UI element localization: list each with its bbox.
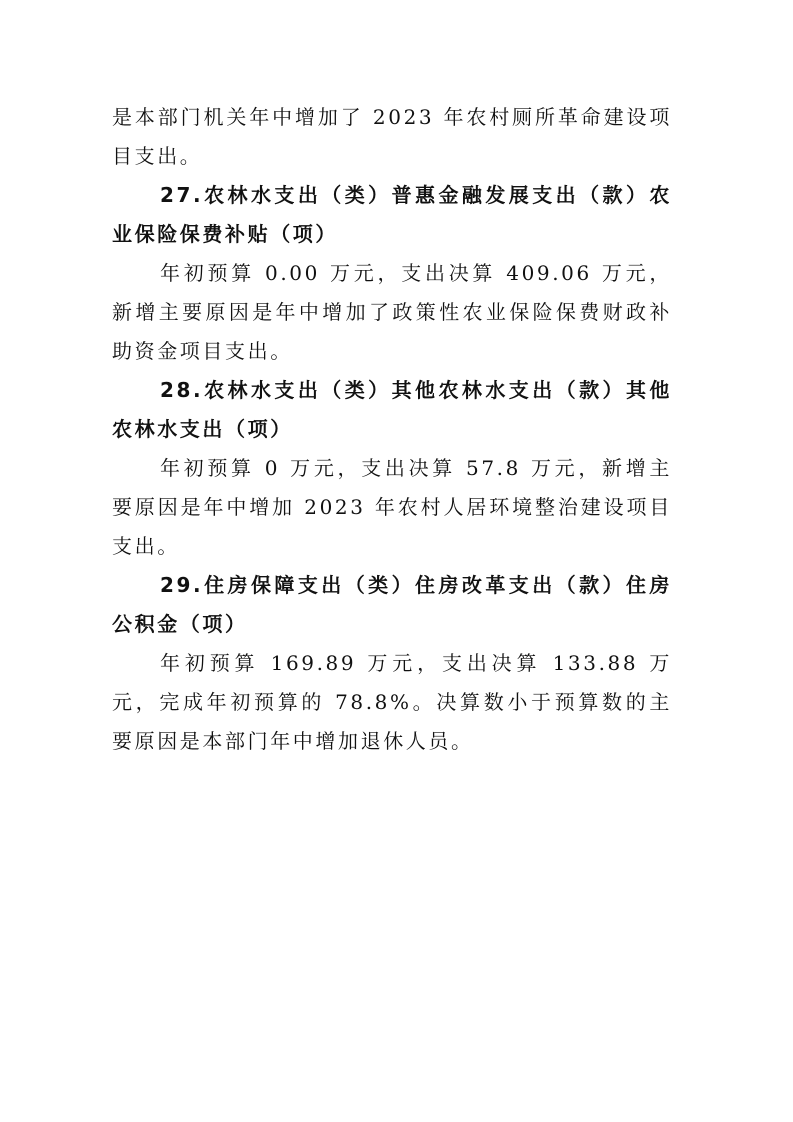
section-heading-28: 28.农林水支出（类）其他农林水支出（款）其他农林水支出（项） <box>112 378 672 441</box>
section-heading-29: 29.住房保障支出（类）住房改革支出（款）住房公积金（项） <box>112 573 672 636</box>
paragraph-28: 年初预算 0 万元，支出决算 57.8 万元，新增主要原因是年中增加 2023 年农村人居环境整治建设项目支出。 <box>112 456 672 558</box>
document-body <box>112 98 672 761</box>
paragraph-29: 年初预算 169.89 万元，支出决算 133.88 万元，完成年初预算的 78.8%。决算数小于预算数的主要原因是本部门年中增加退休人员。 <box>112 651 672 753</box>
paragraph-27: 年初预算 0.00 万元，支出决算 409.06 万元，新增主要原因是年中增加了政策性农业保险保费财政补助资金项目支出。 <box>112 261 672 363</box>
paragraph-continuation: 是本部门机关年中增加了 2023 年农村厕所革命建设项目支出。 <box>112 105 672 168</box>
section-heading-27: 27.农林水支出（类）普惠金融发展支出（款）农业保险保费补贴（项） <box>112 183 672 246</box>
